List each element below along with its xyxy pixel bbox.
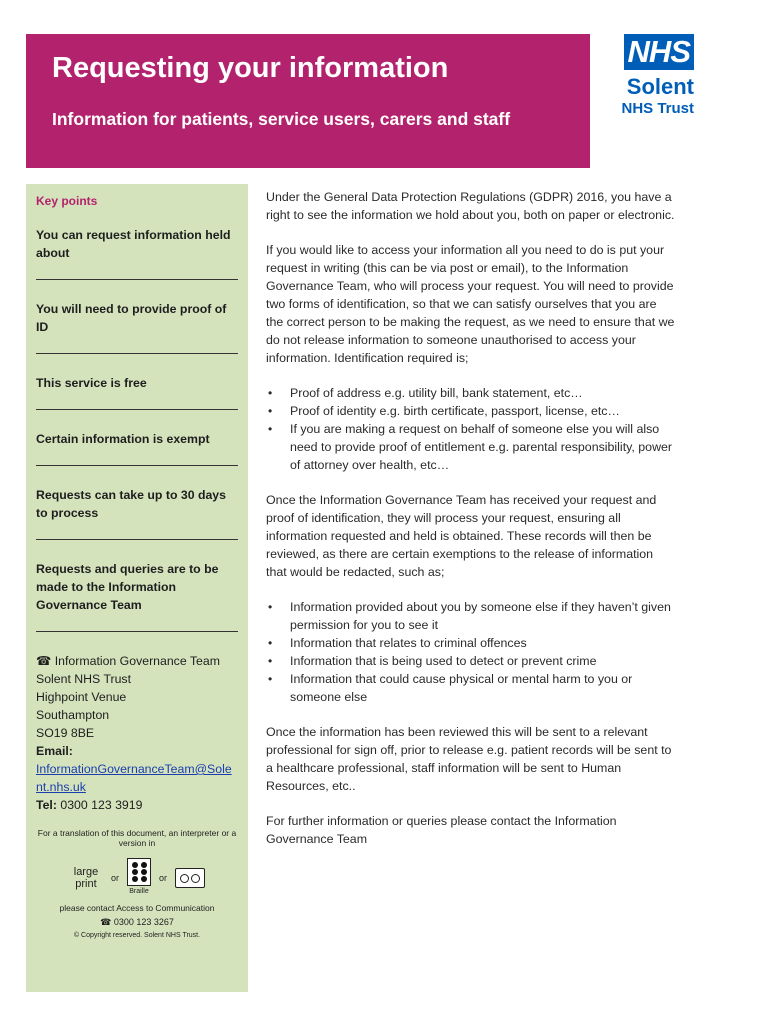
main-content	[266, 188, 676, 865]
phone-icon: ☎	[36, 654, 52, 668]
access-intro: For a translation of this document, an interpreter or a version in	[37, 828, 237, 848]
contact-line: Southampton	[36, 708, 110, 722]
contact-line: SO19 8BE	[36, 726, 95, 740]
contact-line: Information Governance Team	[54, 654, 220, 668]
key-point: Requests can take up to 30 days to process	[36, 488, 226, 520]
copyright: © Copyright reserved. Solent NHS Trust.	[73, 932, 201, 939]
access-contact: please contact Access to Communication	[59, 903, 215, 913]
key-point: This service is free	[36, 376, 147, 390]
access-phone: 0300 123 3267	[113, 917, 174, 927]
paragraph: Once the information has been reviewed this will be sent to a relevant professional for sign off, prior to release e.g. patient records will be sent to a healthcare professional, staff information will be sent to Human Resources, etc..	[266, 725, 672, 793]
list-item: • Information provided about you by someone else if they haven’t given permission for you to see it	[266, 598, 676, 634]
key-points-sidebar	[26, 184, 248, 992]
key-point: You can request information held about	[36, 228, 231, 260]
page-subtitle: Information for patients, service users, carers and staff	[52, 109, 511, 129]
list-item: • Information that could cause physical or mental harm to you or someone else	[266, 670, 676, 706]
exemptions-list	[266, 598, 676, 706]
logo-trust-name: NHS Trust	[621, 100, 694, 117]
divider	[36, 272, 238, 280]
braille-icon	[127, 858, 151, 897]
key-point: You will need to provide proof of ID	[36, 302, 227, 334]
list-item: • Proof of identity e.g. birth certificate, passport, license, etc…	[266, 402, 676, 420]
id-requirements-list	[266, 384, 676, 474]
divider	[36, 624, 238, 632]
key-point: Requests and queries are to be made to the Information Governance Team	[36, 562, 219, 612]
accessibility-box	[36, 828, 238, 941]
contact-line: Highpoint Venue	[36, 690, 127, 704]
email-link[interactable]: InformationGovernanceTeam@Solent.nhs.uk	[36, 762, 232, 794]
contact-line: Solent NHS Trust	[36, 672, 131, 686]
divider	[36, 346, 238, 354]
title-banner	[26, 34, 590, 168]
paragraph: Once the Information Governance Team has received your request and proof of identification, they will process your request, ensuring all information requested and held is obtained. These records will then be reviewed, as there are certain exemptions to the release of information that would be redacted, such as;	[266, 493, 657, 579]
phone-icon: ☎	[100, 917, 112, 927]
audio-tape-icon	[175, 868, 205, 888]
paragraph: For further information or queries please contact the Information Governance Team	[266, 814, 617, 846]
format-icons	[36, 858, 238, 897]
contact-team	[36, 652, 238, 670]
tel-number: 0300 123 3919	[60, 798, 143, 812]
list-item: • Information that relates to criminal offences	[266, 634, 676, 652]
nhs-solent-logo	[598, 34, 694, 118]
divider	[36, 532, 238, 540]
list-item: • Information that is being used to detect or prevent crime	[266, 652, 676, 670]
nhs-logo-mark: NHS	[624, 34, 694, 70]
key-points-title: Key points	[36, 194, 98, 208]
email-label: Email:	[36, 744, 73, 758]
logo-org-name: Solent	[626, 74, 694, 99]
large-print-label: large print	[73, 865, 99, 890]
key-point: Certain information is exempt	[36, 432, 210, 446]
divider	[36, 402, 238, 410]
list-item: • If you are making a request on behalf of someone else you will also need to provide proof of entitlement e.g. parental responsibility, power of attorney over health, etc…	[266, 420, 676, 474]
divider	[36, 458, 238, 466]
tel-label: Tel:	[36, 798, 57, 812]
contact-block	[36, 652, 238, 814]
paragraph: Under the General Data Protection Regulations (GDPR) 2016, you have a right to see the information we hold about you, both on paper or electronic.	[266, 190, 675, 222]
or-text: or	[110, 872, 119, 883]
paragraph: If you would like to access your information all you need to do is put your request in writing (this can be via post or email), to the Information Governance Team, who will process your request. You will need to provide two forms of identification, so that we can satisfy ourselves that you are the correct person to be making the request, as we need to ensure that we do not release information to someone unauthorised to access your information. Identification required is;	[266, 243, 675, 365]
page-title: Requesting your information	[52, 52, 449, 84]
braille-label: Braille	[129, 888, 149, 895]
or-text: or	[159, 872, 168, 883]
list-item: • Proof of address e.g. utility bill, bank statement, etc…	[266, 384, 676, 402]
